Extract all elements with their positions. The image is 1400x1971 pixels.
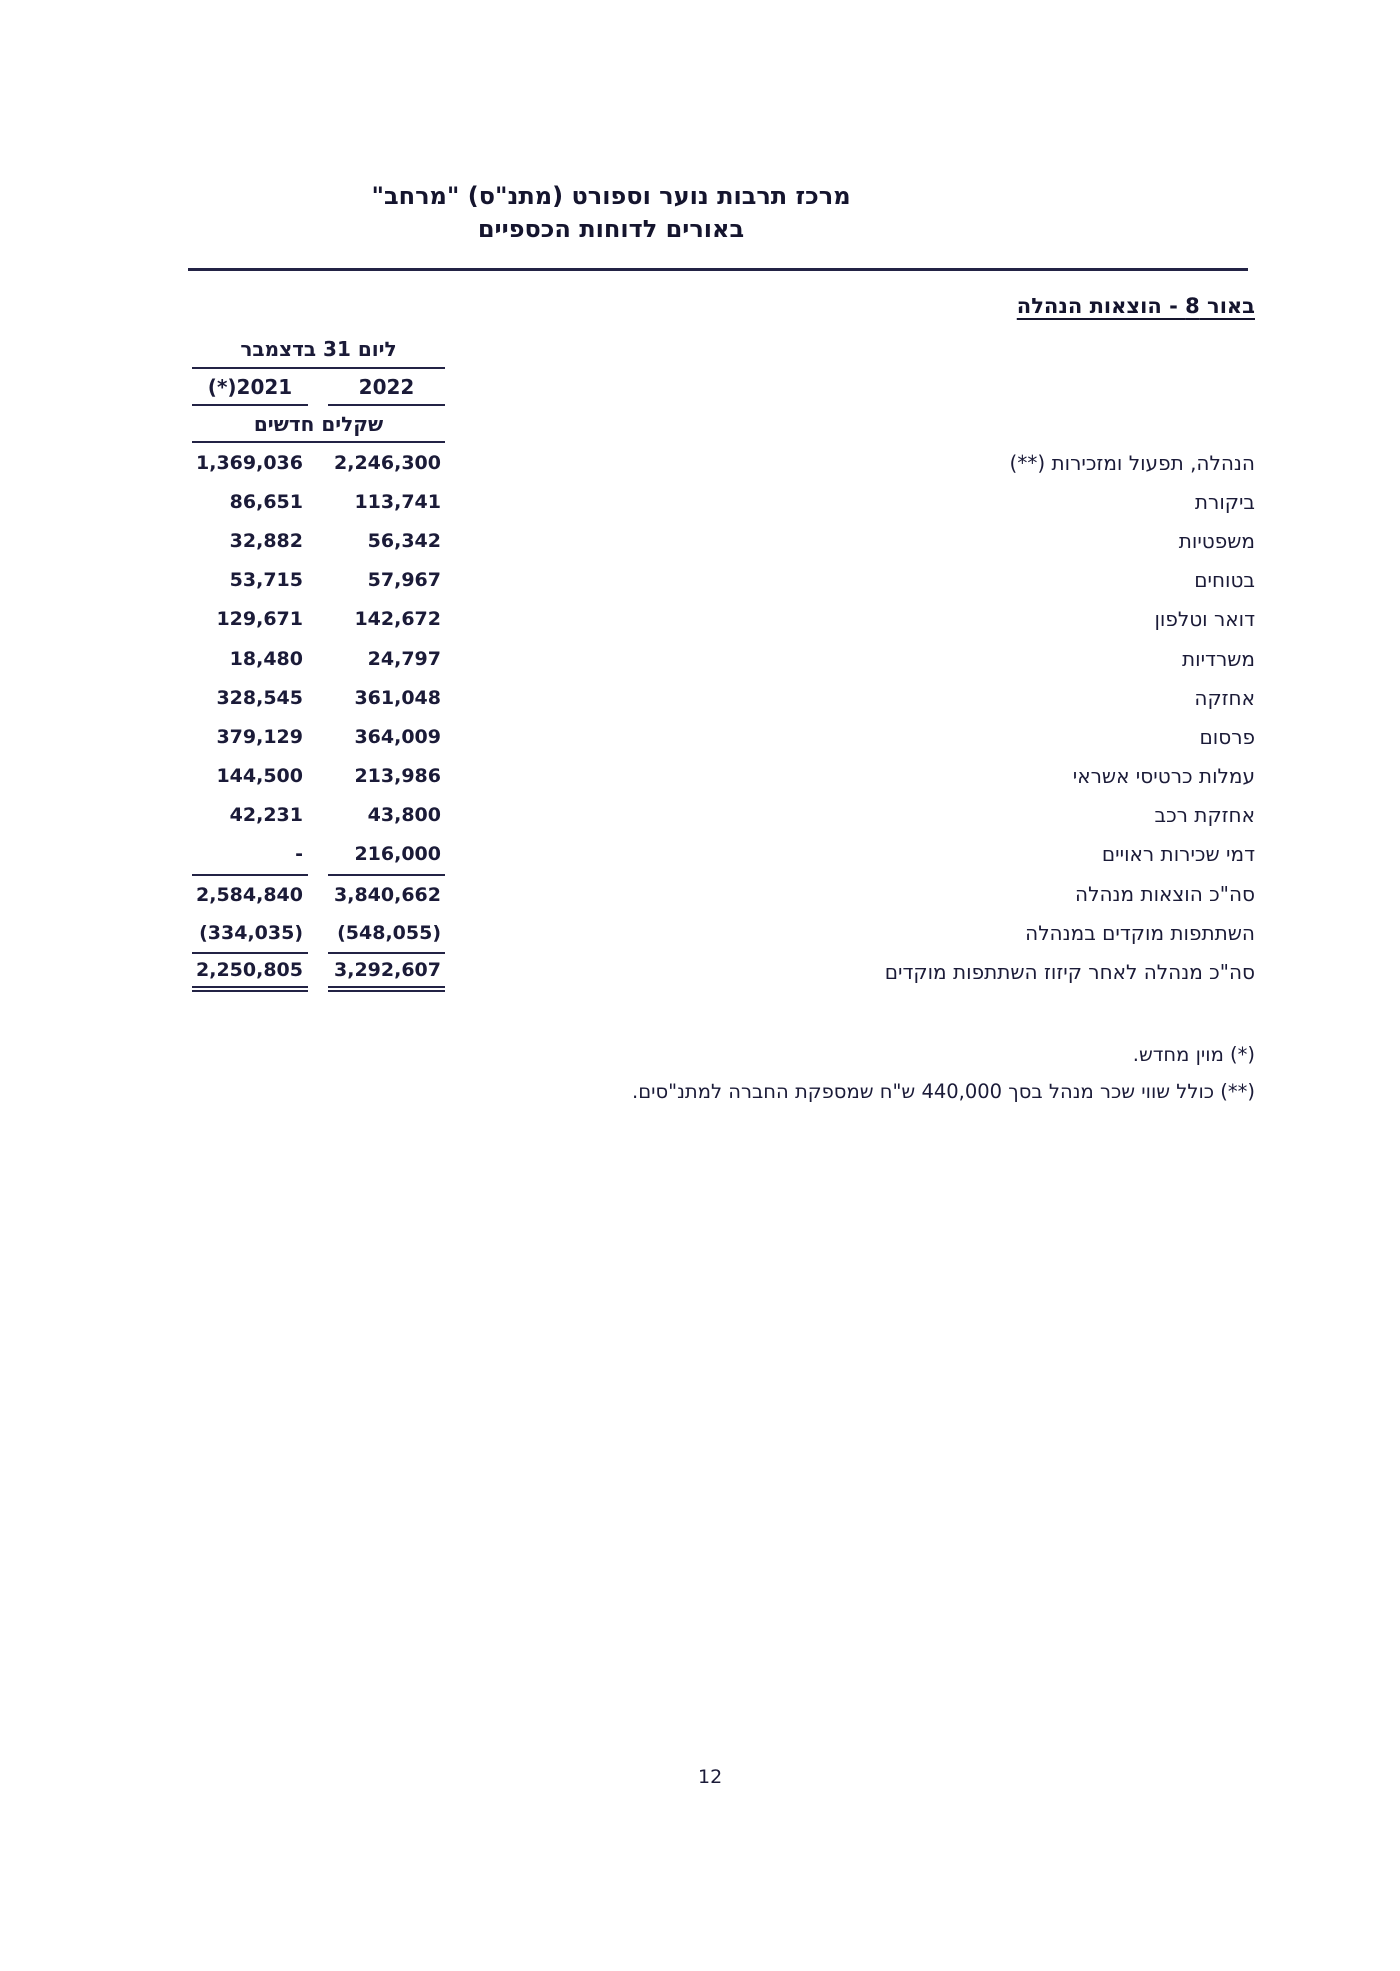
- table-header-row-currency: [158, 406, 1255, 443]
- value-2022: 43,800: [367, 804, 441, 827]
- row-label: הנהלה, תפעול ומזכירות (**): [1009, 450, 1255, 475]
- expense-row: [158, 796, 1255, 835]
- page-number: 12: [698, 1766, 723, 1788]
- value-2022: 216,000: [354, 843, 441, 866]
- col-header-2021: (*)2021: [192, 369, 308, 406]
- value-2022: 24,797: [367, 647, 441, 670]
- expense-row: [158, 521, 1255, 560]
- value-2021: 86,651: [229, 490, 303, 513]
- value-2021: 18,480: [229, 647, 303, 670]
- table-period-header: ליום 31 בדצמבר: [192, 330, 445, 369]
- row-label: פרסום: [1199, 724, 1255, 749]
- row-label: בטוחים: [1194, 568, 1255, 593]
- row-label: סה"כ מנהלה לאחר קיזוז השתתפות מוקדים: [884, 960, 1255, 985]
- expense-row: [158, 757, 1255, 796]
- value-2021: 2,250,805: [192, 952, 308, 991]
- value-2021: 379,129: [216, 725, 303, 748]
- grand-total-row: [158, 952, 1255, 991]
- row-label: השתתפות מוקדים במנהלה: [1025, 920, 1255, 945]
- expense-row: [158, 678, 1255, 717]
- expense-row: [158, 913, 1255, 952]
- doc-title: מרכז תרבות נוער וספורט (מתנ"ס) "מרחב": [371, 182, 851, 210]
- value-2022: 361,048: [354, 686, 441, 709]
- subtotal-row: [158, 874, 1255, 913]
- footnote-2: (**) כולל שווי שכר מנהל בסך 440,000 ש"ח שמספקת החברה למתנ"סים.: [632, 1080, 1255, 1103]
- row-label: דמי שכירות ראויים: [1101, 842, 1255, 867]
- expense-row: [158, 443, 1255, 482]
- value-2021: (334,035): [199, 921, 303, 944]
- col-header-2022: 2022: [328, 369, 445, 406]
- expense-row: [158, 482, 1255, 521]
- row-label: ביקורת: [1194, 489, 1255, 514]
- table-header-row-years: [158, 369, 1255, 406]
- row-label: משרדיות: [1181, 646, 1255, 671]
- value-2021: 144,500: [216, 765, 303, 788]
- value-2022: 364,009: [354, 725, 441, 748]
- value-2021: 1,369,036: [196, 451, 303, 474]
- row-label: משפטיות: [1178, 528, 1255, 553]
- management-expenses-table: [158, 330, 1255, 992]
- footnotes: [632, 1036, 1255, 1110]
- value-2022: 113,741: [354, 490, 441, 513]
- expense-row: [158, 561, 1255, 600]
- row-label: סה"כ הוצאות מנהלה: [1075, 881, 1255, 906]
- expense-row: [158, 835, 1255, 874]
- value-2021: 2,584,840: [192, 874, 308, 913]
- value-2021: 328,545: [216, 686, 303, 709]
- expense-row: [158, 717, 1255, 756]
- value-2021: 42,231: [229, 804, 303, 827]
- currency-unit-header: שקלים חדשים: [192, 406, 445, 443]
- footnote-1: (*) מוין מחדש.: [1132, 1043, 1255, 1066]
- value-2021: 32,882: [229, 529, 303, 552]
- note-8-heading: באור 8 - הוצאות הנהלה: [1016, 294, 1255, 318]
- value-2022: 56,342: [367, 529, 441, 552]
- value-2021: 53,715: [229, 569, 303, 592]
- expense-row: [158, 600, 1255, 639]
- document-header: [0, 180, 1222, 246]
- value-2022: 3,292,607: [328, 952, 445, 991]
- table-header-row-period: [158, 330, 1255, 369]
- doc-subtitle: באורים לדוחות הכספיים: [477, 215, 745, 243]
- row-label: אחזקה: [1194, 685, 1255, 710]
- row-label: עמלות כרטיסי אשראי: [1072, 764, 1255, 789]
- header-divider: [188, 268, 1248, 271]
- value-2022: 2,246,300: [334, 451, 441, 474]
- row-label: דואר וטלפון: [1154, 607, 1255, 632]
- value-2021: -: [295, 843, 303, 866]
- value-2022: (548,055): [337, 921, 441, 944]
- value-2022: 57,967: [367, 569, 441, 592]
- value-2022: 3,840,662: [328, 874, 445, 913]
- value-2022: 213,986: [354, 765, 441, 788]
- row-label: אחזקת רכב: [1154, 803, 1255, 828]
- value-2022: 142,672: [354, 608, 441, 631]
- value-2021: 129,671: [216, 608, 303, 631]
- expense-row: [158, 639, 1255, 678]
